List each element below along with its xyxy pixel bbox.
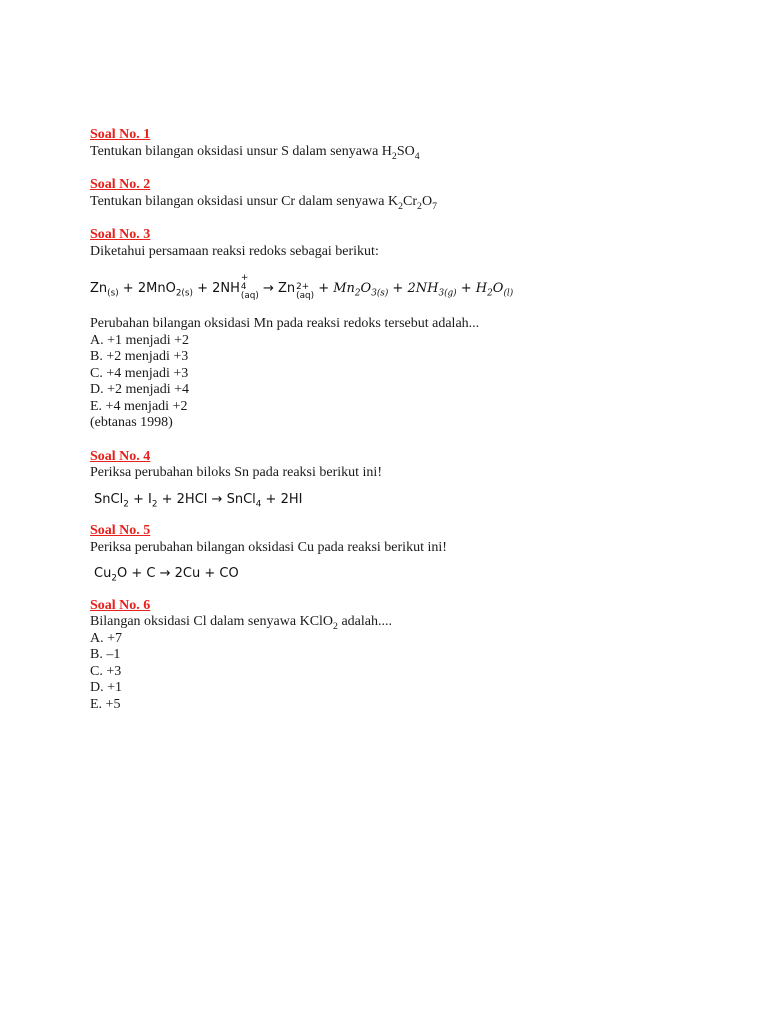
reaction-arrow: →: [262, 281, 274, 296]
reaction-arrow: →: [211, 491, 223, 507]
question-4-equation: SnCl$_2$ + $I_2 + 2HCl$ → SnCl$_4$ + 2HI: [94, 491, 303, 510]
reaction-arrow: →: [159, 566, 171, 581]
question-6-text: Bilangan oksidasi Cl dalam senyawa KClO$_2$ adalah....: [90, 614, 392, 632]
question-1-text: Tentukan bilangan oksidasi unsur S dalam senyawa $H_2SO_4$: [90, 143, 420, 162]
question-3-option-e: E. +4 menjadi +2: [90, 398, 188, 414]
formula-kclo2: KClO$_2$: [299, 614, 338, 632]
question-6-option-d: D. +1: [90, 680, 123, 695]
question-6-option-a: A. +7: [90, 630, 123, 646]
question-3-question: Perubahan bilangan oksidasi Mn pada reaksi redoks tersebut adalah...: [90, 316, 480, 331]
question-3-intro: Diketahui persamaan reaksi redoks sebagai berikut:: [90, 243, 379, 259]
question-3-heading: Soal No. 3: [90, 227, 151, 242]
question-4-text: Periksa perubahan biloks Sn pada reaksi berikut ini!: [90, 465, 382, 480]
question-3-option-a: A. +1 menjadi +2: [90, 332, 189, 348]
formula-h2so4: $H_2SO_4$: [381, 143, 420, 162]
question-2-heading: Soal No. 2: [90, 177, 151, 192]
question-5-heading: Soal No. 5: [90, 523, 151, 538]
question-4-heading: Soal No. 4: [90, 448, 151, 464]
formula-k2cr2o7: $K_2Cr_2O_7$: [388, 193, 437, 212]
question-3-equation: $Zn_{(s)} + 2MnO_{2(s)} + 2NH$ + 4 (aq) → Zn 2+ (aq) + $Mn_2O_{3(s)} + 2NH_{3(g)} + H_2O_{(l)}$: [90, 273, 514, 301]
question-3-option-b: B. +2 menjadi +3: [90, 349, 189, 364]
question-5-text: Periksa perubahan bilangan oksidasi Cu pada reaksi berikut ini!: [90, 539, 447, 555]
question-5-equation: $Cu_2O + C \to 2Cu$ + CO: [94, 566, 239, 584]
question-6-option-e: E. +5: [90, 696, 121, 712]
question-6-heading: Soal No. 6: [90, 597, 151, 613]
question-3-option-c: C. +4 menjadi +3: [90, 365, 189, 381]
question-3-option-d: D. +2 menjadi +4: [90, 382, 189, 397]
question-2-text: Tentukan bilangan oksidasi unsur Cr dalam senyawa $K_2Cr_2O_7$: [90, 193, 437, 212]
question-1-heading: Soal No. 1: [90, 127, 151, 142]
question-6-option-b: B. –1: [90, 647, 121, 662]
question-6-option-c: C. +3: [90, 663, 122, 679]
document-page: [90, 127, 730, 713]
question-3-source: (ebtanas 1998): [90, 415, 173, 430]
